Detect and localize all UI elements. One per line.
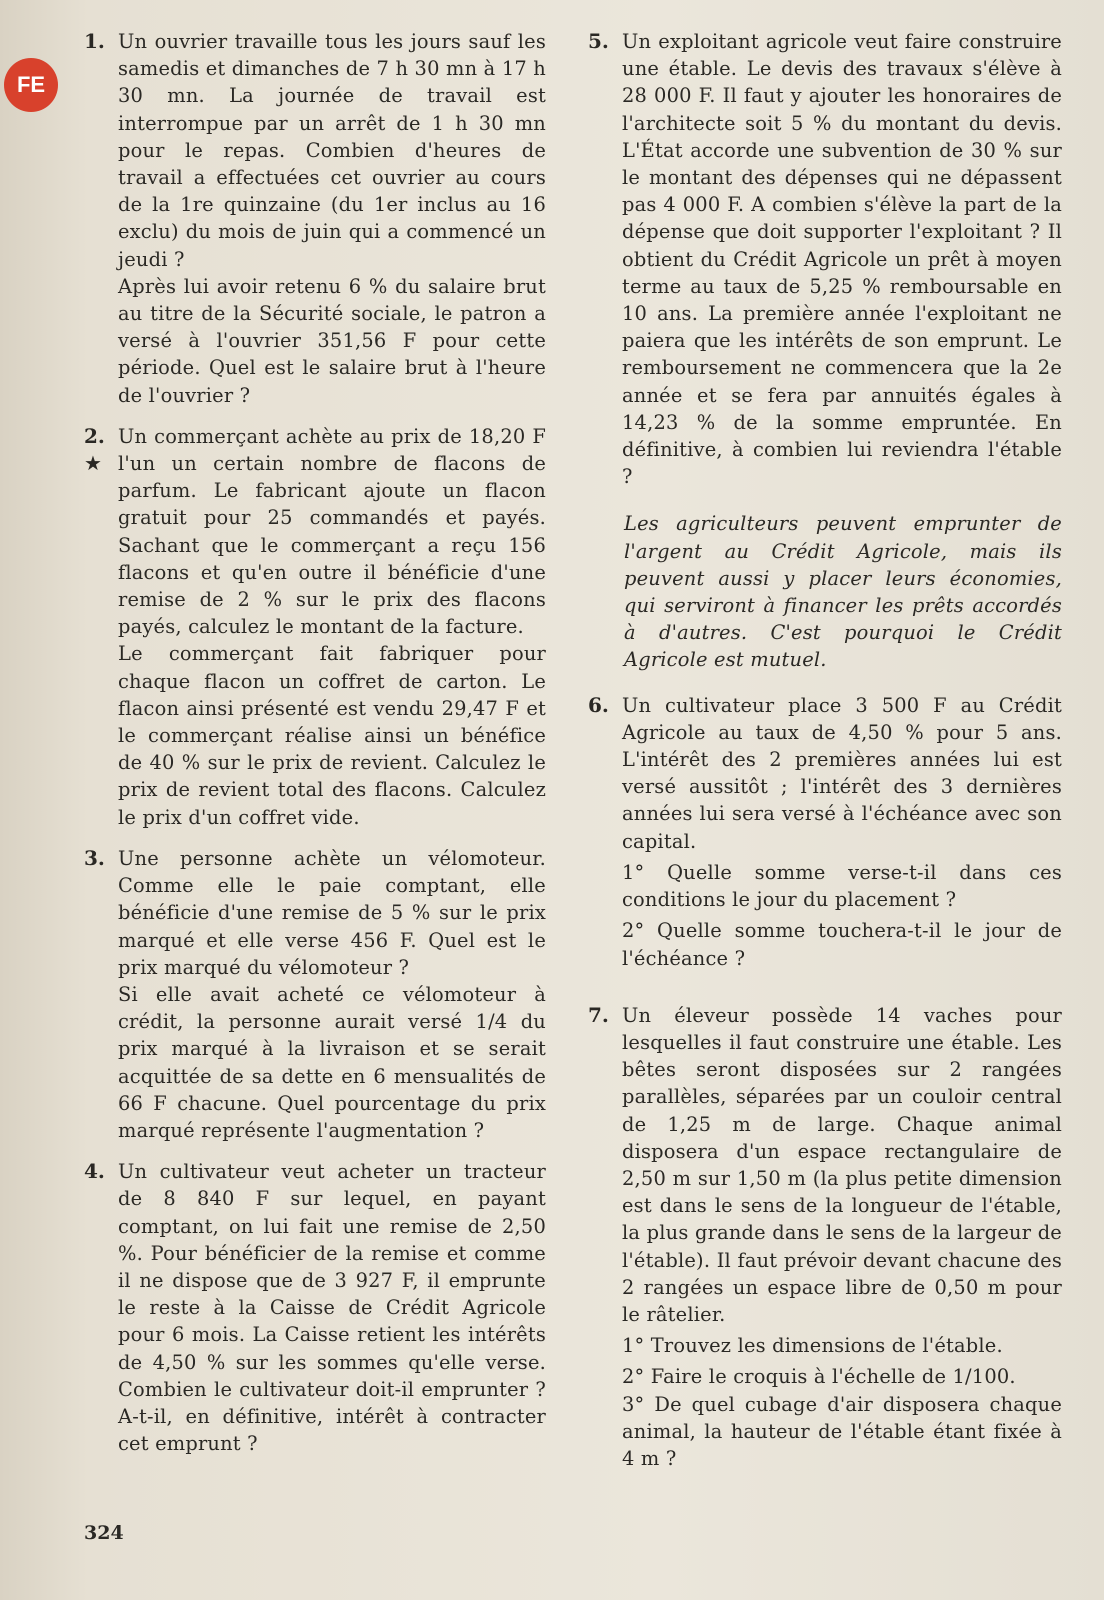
exercise-number: 2. <box>84 423 105 448</box>
exercise-text: Un commerçant achète au prix de 18,20 F l'un un certain nombre de flacons de parfum. Le fabricant ajoute un flacon gratuit pour 25 commandés et payés. Sachant que le commerçant a reçu 156 flacons et qu'en outre il bénéficie d'une remise de 2 % sur le prix des flacons payés, calculez le montant de la facture. <box>118 424 546 639</box>
exercise-question: 2° Quelle somme touchera-t-il le jour de l'échéance ? <box>622 919 1062 970</box>
exercise-question: 3° De quel cubage d'air disposera chaque animal, la hauteur de l'étable étant fixée à 4 m ? <box>622 1392 1062 1470</box>
italic-note: Les agriculteurs peuvent emprunter de l'argent au Crédit Agricole, mais ils peuvent aussi y placer leurs économies, qui serviront à financer les prêts accordés à d'autres. C'est pourquoi le Crédit Agricole est mutuel. <box>624 512 1062 672</box>
exercise-2 <box>84 423 546 831</box>
exercise-question: 2° Faire le croquis à l'échelle de 1/100. <box>622 1365 1016 1389</box>
exercise-4 <box>84 1158 546 1457</box>
exercise-text: Un ouvrier travaille tous les jours sauf les samedis et dimanches de 7 h 30 mn à 17 h 30 mn. La journée de travail est interrompue par un arrêt de 1 h 30 mn pour le repas. Combien d'heures de travail a effectuées cet ouvrier au cours de la 1re quinzaine (du 1er inclus au 16 exclu) du mois de juin qui a commencé un jeudi ? <box>118 30 546 271</box>
right-column <box>588 28 1062 1486</box>
exercise-question: 1° Quelle somme verse-t-il dans ces conditions le jour du placement ? <box>622 860 1062 912</box>
exercise-text: Après lui avoir retenu 6 % du salaire brut au titre de la Sécurité sociale, le patron a versé à l'ouvrier 351,56 F pour cette période. Quel est le salaire brut à l'heure de l'ouvrier ? <box>118 274 546 407</box>
exercise-number: 1. <box>84 29 105 53</box>
exercise-text: Un cultivateur place 3 500 F au Crédit Agricole au taux de 4,50 % pour 5 ans. L'intérêt des 2 premières années lui est versé aussitôt ; l'intérêt des 3 dernières années lui sera versé à l'échéance avec son capital. <box>622 693 1062 853</box>
page-number: 324 <box>84 1522 124 1544</box>
star-icon: ★ <box>84 450 102 475</box>
exercise-number: 4. <box>84 1159 105 1184</box>
exercise-question: 1° Trouvez les dimensions de l'étable. <box>622 1334 1003 1358</box>
exercise-number: 3. <box>84 845 105 870</box>
chapter-badge: FE <box>4 58 58 112</box>
exercise-3 <box>84 845 546 1144</box>
exercise-text: Un éleveur possède 14 vaches pour lesquelles il faut construire une étable. Les bêtes seront disposées sur 2 rangées parallèles, séparées par un couloir central de 1,25 m de large. Chaque animal disposera d'un espace rectangulaire de 2,50 m sur 1,50 m (la plus petite dimension est dans le sens de la longueur de l'étable, la plus grande dans le sens de la largeur de l'étable). Il faut prévoir devant chacune des 2 rangées un espace libre de 0,50 m pour le râtelier. <box>622 1003 1062 1326</box>
exercise-text: Un exploitant agricole veut faire construire une étable. Le devis des travaux s'élève à 28 000 F. Il faut y ajouter les honoraires de l'architecte soit 5 % du montant du devis. L'État accorde une subvention de 30 % sur le montant des dépenses qui ne dépassent pas 4 000 F. A combien s'élève la part de la dépense que doit supporter l'exploitant ? Il obtient du Crédit Agricole un prêt à moyen terme au taux de 5,25 % remboursable en 10 ans. La première année l'exploitant ne paiera que les intérêts de son emprunt. Le remboursement ne commencera que la 2e année et se fera par annuités égales à 14,23 % de la somme empruntée. En définitive, à combien lui reviendra l'étable ? <box>622 30 1062 489</box>
exercise-6 <box>588 692 1062 972</box>
exercise-text: Le commerçant fait fabriquer pour chaque flacon un coffret de carton. Le flacon ainsi présenté est vendu 29,47 F et le commerçant réalise ainsi un bénéfice de 40 % sur le prix de revient. Calculez le prix de revient total des flacons. Calculez le prix d'un coffret vide. <box>118 642 546 829</box>
exercise-5 <box>588 28 1062 490</box>
exercise-number: 5. <box>588 29 609 53</box>
exercise-number: 6. <box>588 692 609 717</box>
exercise-number: 7. <box>588 1002 609 1027</box>
exercise-text: Si elle avait acheté ce vélomoteur à crédit, la personne aurait versé 1/4 du prix marqué à la livraison et se serait acquittée de sa dette en 6 mensualités de 66 F chacune. Quel pourcentage du prix marqué représente l'augmentation ? <box>118 982 546 1142</box>
exercise-text: Une personne achète un vélomoteur. Comme elle le paie comptant, elle bénéficie d'une remise de 5 % sur le prix marqué et elle verse 456 F. Quel est le prix marqué du vélomoteur ? <box>118 846 546 979</box>
exercise-text: Un cultivateur veut acheter un tracteur de 8 840 F sur lequel, en payant comptant, on lui fait une remise de 2,50 %. Pour bénéficier de la remise et comme il ne dispose que de 3 927 F, il emprunte le reste à la Caisse de Crédit Agricole pour 6 mois. La Caisse retient les intérêts de 4,50 % sur les sommes qu'elle verse. Combien le cultivateur doit-il emprunter ? A-t-il, en définitive, intérêt à contracter cet emprunt ? <box>118 1160 546 1456</box>
exercise-1 <box>84 28 546 409</box>
exercise-7 <box>588 1002 1062 1472</box>
left-column <box>84 28 546 1471</box>
